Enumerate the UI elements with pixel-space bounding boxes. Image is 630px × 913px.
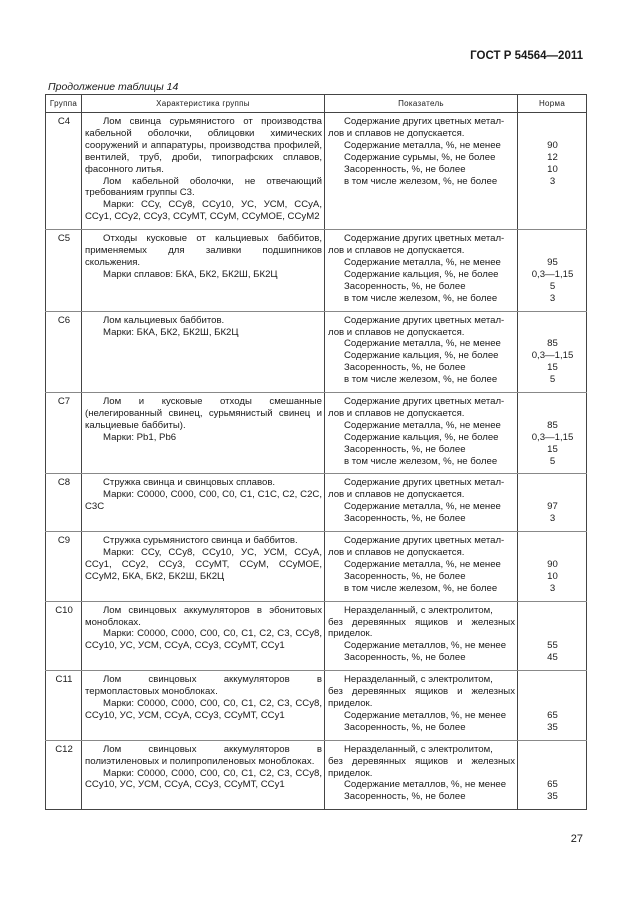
- indicator-line: Содержание металла, %, не менее: [344, 419, 501, 431]
- column-header-characteristic: Характеристика группы: [82, 95, 325, 113]
- characteristic-cell: [82, 230, 325, 311]
- characteristic-paragraph: Лом свинцовых аккумуляторов в термопластовых моноблоках.: [85, 674, 322, 698]
- norm-value: 3: [549, 292, 556, 304]
- characteristic-cell: [82, 671, 325, 741]
- table-row: [46, 601, 587, 671]
- norm-value: 35: [547, 721, 558, 733]
- norm-cell: [518, 393, 587, 474]
- indicator-cell: [325, 230, 518, 311]
- characteristic-paragraph: Лом кальциевых баббитов.: [103, 314, 225, 326]
- norm-value: [521, 628, 584, 640]
- indicator-line: Содержание других цветных метал-: [344, 477, 505, 489]
- norm-value: [521, 245, 584, 257]
- indicator-line: Содержание металлов, %, не менее: [344, 779, 507, 791]
- norm-cell: [518, 671, 587, 741]
- norm-value: 65: [547, 709, 558, 721]
- indicator-line: Содержание кальция, %, не более: [344, 268, 499, 280]
- indicator-line: в том числе железом, %, не более: [344, 455, 498, 467]
- table-body: [46, 113, 587, 810]
- indicator-line: в том числе железом, %, не более: [344, 292, 498, 304]
- indicator-line: лов и сплавов не допускается.: [328, 326, 465, 338]
- characteristic-paragraph: Марки: С0000, С000, С00, С0, С1, С2, С3, ССу8, ССу10, УС, УСМ, ССуА, ССу3, ССуМТ, ССу1: [85, 628, 322, 652]
- characteristic-cell: [82, 532, 325, 602]
- norm-value: [521, 744, 584, 756]
- characteristic-paragraph: Марки: С0000, С000, С00, С0, С1, С2, С3, ССу8, ССу10, УС, УСМ, ССуА, ССу3, ССуМТ, ССу1: [85, 767, 322, 791]
- indicator-line: Содержание других цветных метал-: [344, 396, 505, 408]
- norm-cell: [518, 474, 587, 532]
- table-row: [46, 671, 587, 741]
- norm-value: [521, 756, 584, 768]
- group-code-cell: С10: [46, 601, 82, 671]
- table-row: [46, 113, 587, 230]
- characteristic-cell: [82, 113, 325, 230]
- norm-value: [521, 477, 584, 489]
- indicator-line: в том числе железом, %, не более: [344, 582, 498, 594]
- norm-value: [521, 233, 584, 245]
- norm-cell: [518, 230, 587, 311]
- indicator-line: Содержание кальция, %, не более: [344, 350, 499, 362]
- characteristic-paragraph: Марки: С0000, С000, С00, С0, С1, С2, С3, ССу8, ССу10, УС, УСМ, ССуА, ССу3, ССуМТ, ССу1: [85, 697, 322, 721]
- indicator-cell: [325, 671, 518, 741]
- norm-value: [521, 315, 584, 327]
- indicator-line: Засоренность, %, не более: [344, 280, 466, 292]
- indicator-line: Засоренность, %, не более: [344, 362, 466, 374]
- indicator-line: Содержание других цветных метал-: [344, 535, 505, 547]
- indicator-line: Засоренность, %, не более: [344, 163, 466, 175]
- indicator-cell: [325, 601, 518, 671]
- norm-value: 95: [547, 256, 558, 268]
- norm-value: [521, 489, 584, 501]
- norm-value: 85: [547, 338, 558, 350]
- characteristic-paragraph: Лом свинцовых аккумуляторов в полиэтиленовых и полипропиленовых моноблоках.: [85, 743, 322, 767]
- characteristic-paragraph: Лом свинцовых аккумуляторов в эбонитовых моноблоках.: [85, 604, 322, 628]
- indicator-line: лов и сплавов не допускается.: [328, 489, 465, 501]
- indicator-line: Содержание других цветных метал-: [344, 233, 505, 245]
- group-code-cell: С9: [46, 532, 82, 602]
- table-row: [46, 740, 587, 810]
- norm-cell: [518, 311, 587, 392]
- indicator-cell: [325, 474, 518, 532]
- indicator-line: Содержание металла, %, не менее: [344, 501, 501, 513]
- characteristic-paragraph: Марки: ССу, ССу8, ССу10, УС, УСМ, ССуА, ССу1, ССу2, ССу3, ССуМТ, ССуМ, ССуМОЕ, ССуМ2, БКА, БК2, БК2Ш, БК2Ц: [85, 547, 322, 582]
- indicator-line: Содержание металла, %, не менее: [344, 256, 501, 268]
- norm-value: [521, 617, 584, 629]
- indicator-cell: [325, 311, 518, 392]
- norm-value: [521, 327, 584, 339]
- characteristic-cell: [82, 601, 325, 671]
- group-code-cell: С11: [46, 671, 82, 741]
- norm-value: [521, 408, 584, 420]
- indicator-line: в том числе железом, %, не более: [344, 374, 498, 386]
- characteristic-paragraph: Марки: ССу, ССу8, ССу10, УС, УСМ, ССуА, ССу1, ССу2, ССу3, ССуМТ, ССуМ, ССуМОЕ, ССуМ2: [85, 199, 322, 223]
- norm-value: 3: [549, 175, 556, 187]
- indicator-line: Содержание других цветных метал-: [344, 116, 505, 127]
- indicator-line: лов и сплавов не допускается.: [328, 547, 465, 558]
- indicator-line: Неразделанный, с электролитом,: [344, 604, 493, 616]
- indicator-line: Содержание металла, %, не менее: [344, 338, 501, 350]
- norm-value: 0,3—1,15: [531, 268, 574, 280]
- characteristic-cell: [82, 311, 325, 392]
- page-number: 27: [570, 833, 583, 845]
- column-header-group: Группа: [46, 95, 82, 113]
- indicator-line: лов и сплавов не допускается.: [328, 127, 465, 139]
- indicator-line: Содержание сурьмы, %, не более: [344, 151, 496, 163]
- norm-value: 3: [549, 513, 556, 525]
- indicator-line: Засоренность, %, не более: [344, 513, 466, 525]
- norm-value: 0,3—1,15: [531, 350, 574, 362]
- norm-value: 35: [547, 791, 558, 803]
- norm-value: [521, 674, 584, 686]
- indicator-line: Содержание металлов, %, не менее: [344, 640, 507, 652]
- indicator-line: лов и сплавов не допускается.: [328, 407, 465, 419]
- table-row: [46, 393, 587, 474]
- indicator-cell: [325, 113, 518, 230]
- indicator-line: Содержание кальция, %, не более: [344, 431, 499, 443]
- table-row: [46, 311, 587, 392]
- characteristic-paragraph: Лом кабельной оболочки, не отвечающий требованиям группы С3.: [85, 175, 322, 199]
- norm-value: 90: [547, 139, 558, 151]
- indicator-line: лов и сплавов не допускается.: [328, 245, 465, 257]
- characteristic-paragraph: Стружка сурьмянистого свинца и баббитов.: [103, 535, 298, 547]
- norm-value: 65: [547, 779, 558, 791]
- table-continuation-caption: Продолжение таблицы 14: [48, 81, 179, 93]
- group-code-cell: С12: [46, 740, 82, 810]
- column-header-indicator: Показатель: [325, 95, 518, 113]
- norm-value: 15: [547, 443, 558, 455]
- norm-value: 5: [549, 374, 556, 386]
- characteristic-paragraph: Марки сплавов: БКА, БК2, БК2Ш, БК2Ц: [103, 268, 278, 280]
- norm-value: [521, 698, 584, 710]
- characteristic-cell: [82, 393, 325, 474]
- group-code-cell: С4: [46, 113, 82, 230]
- norm-value: 10: [547, 163, 558, 175]
- characteristic-paragraph: Марки: Pb1, Pb6: [103, 431, 177, 443]
- norm-value: [521, 116, 584, 128]
- characteristic-paragraph: Лом и кусковые отходы смешанные (нелегированный свинец, сурьмянистый свинец и кальциевые баббиты).: [85, 396, 322, 431]
- materials-table: [45, 94, 587, 810]
- norm-value: [521, 605, 584, 617]
- group-code-cell: С5: [46, 230, 82, 311]
- column-header-norm: Норма: [518, 95, 587, 113]
- norm-value: 12: [547, 151, 558, 163]
- norm-cell: [518, 113, 587, 230]
- characteristic-paragraph: Лом свинца сурьмянистого от производства кабельной оболочки, облицовки химических сооружений и аппаратуры, производства профилей, вентилей, труб, дроби, типографских сплавов, фасонного литья.: [85, 116, 322, 175]
- indicator-line: Содержание металла, %, не менее: [344, 139, 501, 151]
- indicator-line: Засоренность, %, не более: [344, 443, 466, 455]
- norm-value: 15: [547, 362, 558, 374]
- norm-value: 0,3—1,15: [531, 431, 574, 443]
- indicator-line: Неразделанный, с электролитом,: [344, 674, 493, 686]
- indicator-line: Засоренность, %, не более: [344, 570, 466, 582]
- indicator-cell: [325, 532, 518, 602]
- characteristic-paragraph: Отходы кусковые от кальциевых баббитов, применяемых для заливки подшипников скольжения.: [85, 233, 322, 268]
- indicator-line: без деревянных ящиков и железных приделок.: [328, 616, 515, 640]
- norm-value: 97: [547, 501, 558, 513]
- table-row: [46, 474, 587, 532]
- standard-header: ГОСТ Р 54564—2011: [470, 50, 583, 62]
- table-row: [46, 532, 587, 602]
- norm-cell: [518, 601, 587, 671]
- norm-value: [521, 396, 584, 408]
- norm-value: [521, 686, 584, 698]
- group-code-cell: С7: [46, 393, 82, 474]
- indicator-line: Засоренность, %, не более: [344, 721, 466, 733]
- norm-value: 5: [549, 280, 556, 292]
- norm-value: 55: [547, 640, 558, 652]
- norm-value: 90: [547, 558, 558, 570]
- norm-value: 10: [547, 570, 558, 582]
- indicator-line: в том числе железом, %, не более: [344, 175, 498, 187]
- norm-cell: [518, 740, 587, 810]
- norm-value: [521, 535, 584, 547]
- group-code-cell: С8: [46, 474, 82, 532]
- norm-value: 85: [547, 419, 558, 431]
- indicator-line: Засоренность, %, не более: [344, 652, 466, 664]
- norm-value: [521, 128, 584, 140]
- indicator-cell: [325, 740, 518, 810]
- norm-cell: [518, 532, 587, 602]
- indicator-line: без деревянных ящиков и железных приделок.: [328, 755, 515, 779]
- indicator-line: Содержание металла, %, не менее: [344, 558, 501, 570]
- indicator-line: Засоренность, %, не более: [344, 791, 466, 803]
- table-row: [46, 230, 587, 311]
- characteristic-cell: [82, 740, 325, 810]
- characteristic-cell: [82, 474, 325, 532]
- indicator-cell: [325, 393, 518, 474]
- characteristic-paragraph: Марки: С0000, С000, С00, С0, С1, С1С, С2, С2С, С3С: [85, 489, 322, 513]
- characteristic-paragraph: Марки: БКА, БК2, БК2Ш, БК2Ц: [103, 326, 239, 338]
- indicator-line: Содержание других цветных метал-: [344, 314, 505, 326]
- norm-value: 45: [547, 652, 558, 664]
- indicator-line: Неразделанный, с электролитом,: [344, 743, 493, 755]
- indicator-line: без деревянных ящиков и железных приделок.: [328, 686, 515, 709]
- table-header-row: [46, 95, 587, 113]
- norm-value: 5: [549, 455, 556, 467]
- group-code-cell: С6: [46, 311, 82, 392]
- characteristic-paragraph: Стружка свинца и свинцовых сплавов.: [103, 477, 276, 489]
- norm-value: [521, 768, 584, 780]
- indicator-line: Содержание металлов, %, не менее: [344, 709, 507, 721]
- norm-value: 3: [549, 582, 556, 594]
- norm-value: [521, 547, 584, 559]
